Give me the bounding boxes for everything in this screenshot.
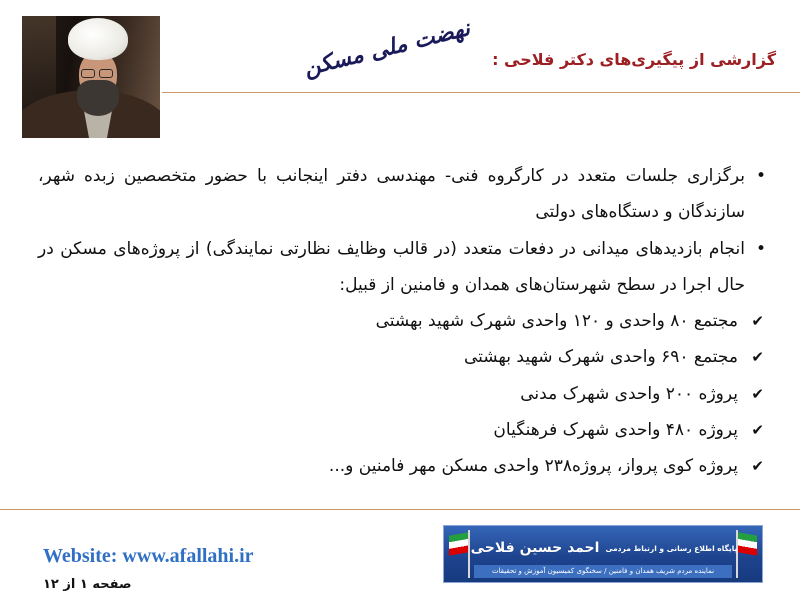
- checklist-item: [38, 412, 770, 448]
- flag-cloth: [738, 532, 757, 555]
- portrait-glasses-left: [81, 69, 95, 78]
- checklist-item: [38, 303, 770, 339]
- check-mark-icon: [738, 448, 770, 484]
- website-url: Website: www.afallahi.ir: [43, 545, 254, 567]
- content-list: [38, 158, 770, 485]
- bullet-item: [38, 158, 770, 231]
- bullet-dot-icon: [745, 158, 770, 194]
- slide-title: گزارشی از پیگیری‌های دکتر فلاحی :: [492, 50, 776, 69]
- checklist-text: مجتمع ۸۰ واحدی و ۱۲۰ واحدی شهرک شهید بهشتی: [375, 311, 738, 332]
- banner-subtitle: نماینده مردم شریف همدان و فامنین / سخنگوی کمیسیون آموزش و تحقیقات: [474, 565, 732, 578]
- banner-heading: [470, 532, 738, 564]
- iran-flag-icon: [447, 530, 473, 578]
- check-mark-icon: [738, 339, 770, 375]
- portrait-turban: [68, 18, 128, 60]
- housing-movement-calligraphy: نهضت ملی مسکن: [301, 16, 473, 82]
- bullet-text: انجام بازدیدهای میدانی در دفعات متعدد (در قالب وظایف نظارتی نمایندگی) از پروژه‌های مسکن در حال اجرا در سطح شهرستان‌های همدان و فامنین از قبیل:: [38, 238, 745, 295]
- portrait-beard: [77, 80, 119, 116]
- bullet-item: [38, 231, 770, 304]
- iran-flag-icon: [733, 530, 759, 578]
- checklist-text: پروژه ۴۸۰ واحدی شهرک فرهنگیان: [493, 420, 738, 441]
- footer-divider: [0, 509, 800, 510]
- check-mark-icon: [738, 376, 770, 412]
- page-indicator: صفحه ۱ از ۱۲: [43, 577, 132, 592]
- checklist-text: مجتمع ۶۹۰ واحدی شهرک شهید بهشتی: [463, 347, 738, 368]
- check-mark-icon: [738, 303, 770, 339]
- checklist-item: [38, 339, 770, 375]
- bullet-text: برگزاری جلسات متعدد در کارگروه فنی- مهندسی دفتر اینجانب با حضور متخصصین زبده شهر، سازندگان و دستگاه‌های دولتی: [38, 166, 745, 223]
- checklist-item: [38, 376, 770, 412]
- header-divider: [162, 92, 800, 93]
- checklist-text: پروژه کوی پرواز، پروژه۲۳۸ واحدی مسکن مهر فامنین و...: [328, 456, 738, 477]
- site-banner: [443, 525, 763, 583]
- flag-cloth: [449, 532, 468, 555]
- checklist-item: [38, 448, 770, 484]
- banner-tagline: پایگاه اطلاع رسانی و ارتباط مردمی: [605, 543, 738, 553]
- portrait-photo: [22, 16, 160, 138]
- check-mark-icon: [738, 412, 770, 448]
- checklist-text: پروژه ۲۰۰ واحدی شهرک مدنی: [520, 383, 738, 404]
- bullet-dot-icon: [745, 231, 770, 267]
- portrait-glasses-right: [99, 69, 113, 78]
- banner-name: احمد حسین فلاحی: [470, 540, 600, 556]
